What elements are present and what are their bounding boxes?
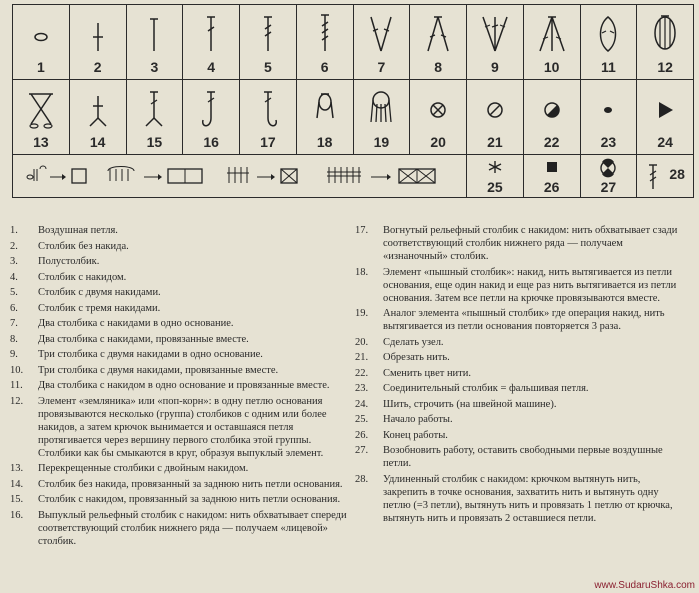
knot-icon (420, 86, 456, 132)
symbol-cell-11 (580, 5, 637, 80)
legend-text: Столбик с тремя накидами. (38, 302, 161, 314)
legend-item (355, 307, 685, 333)
legend-text: Сделать узел. (383, 336, 444, 348)
symbol-number: 20 (430, 134, 446, 150)
legend-number: 21. (355, 352, 369, 363)
legend-number: 12. (10, 395, 24, 407)
symbol-cell-16 (183, 80, 240, 155)
symbol-number: 14 (89, 134, 106, 150)
symbol-cell-24 (637, 80, 694, 155)
legend-number: 24. (355, 398, 369, 410)
site-watermark: www.SudaruShka.com (594, 580, 695, 591)
legend-item (10, 255, 348, 268)
three-tr-one-base-icon (477, 11, 513, 57)
legend-text: Возобновить работу, оставить свободными первые воздушные петли. (383, 445, 663, 469)
symbol-cell-27 (580, 155, 637, 198)
legend-text: Столбик с двумя накидами. (38, 287, 161, 298)
dc-back-loop-icon (136, 86, 172, 132)
symbol-cell-22 (523, 80, 580, 155)
legend-number: 14. (10, 478, 24, 490)
symbol-number: 17 (260, 134, 276, 150)
legend-number: 23. (355, 383, 369, 394)
symbol-number: 25 (487, 179, 503, 195)
symbol-number: 24 (657, 134, 673, 150)
front-post-dc-icon (193, 86, 229, 132)
double-crochet-icon (193, 11, 229, 57)
symbol-cell-25 (467, 155, 524, 198)
legend-item (355, 351, 685, 364)
symbol-cell-12 (637, 5, 694, 80)
half-double-icon (136, 11, 172, 57)
legend-text: Сменить цвет нити. (383, 367, 472, 379)
symbol-number: 1 (36, 59, 45, 75)
symbol-cell-14 (69, 80, 126, 155)
legend-number: 28. (355, 473, 369, 485)
legend-text: Конец работы. (383, 429, 448, 441)
legend-number: 10. (10, 364, 24, 376)
legend-item (10, 286, 348, 299)
resume-circle-icon (597, 158, 619, 178)
chain-arrow-square-icon (24, 163, 94, 189)
legend-item (355, 398, 685, 411)
symbol-number: 4 (207, 59, 216, 75)
legend-item (355, 473, 685, 525)
legend-text: Удлиненный столбик с накидом: крючком вытянуть нить, закрепить в точке основания, захватить нить и вытянуть одну петлю (=3 петли), вытянуть нить и провязать 1 петлю от крючка, вытянуть нить и провязать 2 оставшиеся петли. (383, 473, 673, 524)
symbol-number: 12 (657, 59, 673, 75)
legend-number: 9. (10, 349, 18, 360)
legend-item (355, 413, 685, 426)
legend-item (10, 395, 348, 460)
legend-item (10, 493, 348, 506)
symbol-cell-15 (126, 80, 183, 155)
legend-text: Столбик с накидом. (38, 271, 127, 283)
legend-number: 7. (10, 318, 18, 329)
legend-number: 19. (355, 308, 369, 319)
three-tr-joined-icon (534, 11, 570, 57)
cut-thread-icon (477, 86, 513, 132)
symbol-number: 26 (543, 179, 560, 195)
legend-item (10, 364, 348, 377)
legend-text: Выпуклый рельефный столбик с накидом: нить обхватывает спереди соответствующий столбик нижнего ряда — получаем «лицевой» столбик. (38, 509, 347, 547)
legend-number: 6. (10, 302, 18, 314)
sc-back-loop-icon (80, 86, 116, 132)
symbol-number: 6 (320, 59, 329, 75)
symbol-cell-17 (240, 80, 297, 155)
crossed-dtr-icon (23, 86, 59, 132)
legend-number: 25. (355, 414, 369, 425)
pattern-legend-cell (13, 155, 467, 198)
legend-number: 3. (10, 256, 18, 267)
symbol-number: 19 (373, 134, 390, 150)
legend-text: Два столбика с накидом в одно основание и провязанные вместе. (38, 380, 330, 391)
legend-text: Три столбика с двумя накидами, провязанные вместе. (38, 364, 279, 376)
start-asterisk-icon (484, 158, 506, 178)
symbol-cell-9 (467, 5, 524, 80)
two-dc-one-base-icon (363, 11, 399, 57)
legend-text: Начало работы. (383, 414, 453, 425)
symbol-cell-18 (296, 80, 353, 155)
legend-number: 17. (355, 225, 369, 236)
symbols-row-3 (13, 155, 694, 198)
legend-text: Аналог элемента «пышный столбик» где операция накид, нить вытягивается из петли основания повторяется 3 раза. (383, 308, 665, 332)
legend-text: Вогнутый рельефный столбик с накидом: нить обхватывает сзади соответствующий столбик нижнего ряда — получаем «изнаночный» столбик. (383, 225, 678, 262)
legend-item (10, 379, 348, 392)
symbol-number: 27 (600, 179, 617, 195)
legend-item (355, 224, 685, 263)
sew-arrow-icon (647, 86, 683, 132)
chain-arrow-rect-icon (104, 163, 214, 189)
legend-item (355, 266, 685, 305)
symbol-number: 13 (33, 134, 49, 150)
symbol-cell-28 (637, 155, 694, 198)
symbol-cell-10 (523, 5, 580, 80)
legend-number: 15. (10, 494, 24, 505)
symbol-number: 10 (543, 59, 560, 75)
symbol-number: 3 (150, 59, 159, 75)
legend-item (355, 336, 685, 349)
legend-number: 13. (10, 463, 24, 474)
legend-item (355, 444, 685, 470)
legend-text: Два столбика с накидами в одно основание. (38, 318, 234, 329)
legend-number: 2. (10, 240, 18, 252)
end-square-icon (541, 158, 563, 178)
single-crochet-icon (80, 11, 116, 57)
legend-text: Полустолбик. (38, 256, 100, 267)
legend-text: Столбик без накида, провязанный за заднюю нить петли основания. (38, 478, 343, 490)
legend-text: Столбик без накида. (38, 240, 129, 252)
symbols-table (12, 4, 694, 198)
symbol-cell-7 (353, 5, 410, 80)
symbol-cell-3 (126, 5, 183, 80)
long-dc-icon (645, 161, 661, 191)
symbol-number: 7 (377, 59, 386, 75)
legend-text: Столбик с накидом, провязанный за заднюю нить петли основания. (38, 494, 341, 505)
legend-number: 5. (10, 287, 18, 298)
legend-text: Элемент «земляника» или «поп-корн»: в одну петлю основания провязываются несколько (группа) столбиков с одним или более накидов, а затем крючок вынимается и оставшаяся петля протягивается через вершину первого столбика этой группы. Столбики как бы смыкаются в круг, образуя выпуклый элемент. (38, 395, 327, 459)
legend-item (10, 333, 348, 346)
symbol-cell-23 (580, 80, 637, 155)
symbol-number: 16 (203, 134, 219, 150)
puff-cluster-icon (363, 86, 399, 132)
symbol-cell-19 (353, 80, 410, 155)
legend-text: Обрезать нить. (383, 352, 450, 363)
legend-text: Воздушная петля. (38, 225, 118, 236)
legend-text: Соединительный столбик = фальшивая петля. (383, 383, 589, 394)
legend-text: Перекрещенные столбики с двойным накидом. (38, 463, 249, 474)
symbol-cell-5 (240, 5, 297, 80)
legend-item (355, 382, 685, 395)
symbol-number: 9 (490, 59, 499, 75)
symbol-number: 22 (543, 134, 560, 150)
legend-item (10, 224, 348, 237)
legend-number: 22. (355, 367, 369, 379)
legend-number: 16. (10, 509, 24, 521)
legend-item (10, 478, 348, 491)
legend-text: Три столбика с двумя накидами в одно основание. (38, 349, 263, 360)
symbol-number: 18 (316, 134, 333, 150)
symbol-number: 21 (487, 134, 503, 150)
symbol-number: 11 (600, 59, 616, 75)
symbol-number: 8 (434, 59, 443, 75)
legend-text: Шить, строчить (на швейной машине). (383, 398, 557, 410)
legend-item (10, 348, 348, 361)
legend-item (10, 462, 348, 475)
symbol-cell-8 (410, 5, 467, 80)
legend-left-column (10, 224, 348, 550)
legend-text: Элемент «пышный столбик»: накид, нить вытягивается из петли основания, еще один накид и еще раз нить вытягивается из петли основания. Затем все петли на крючке провязываются вместе. (383, 266, 677, 304)
symbol-cell-4 (183, 5, 240, 80)
legend-text: Два столбика с накидами, провязанные вместе. (38, 333, 249, 345)
change-color-icon (534, 86, 570, 132)
legend-number: 27. (355, 445, 369, 456)
legend-item (10, 509, 348, 548)
dc-arrow-crossbox-icon (225, 163, 315, 189)
legend-item (355, 367, 685, 380)
legend-item (10, 240, 348, 253)
symbol-cell-13 (13, 80, 70, 155)
symbols-row-1 (13, 5, 694, 80)
two-dc-joined-icon (420, 11, 456, 57)
tr-arrow-double-crossbox-icon (325, 163, 455, 189)
two-dc-cluster-icon (590, 11, 626, 57)
treble-crochet-icon (250, 11, 286, 57)
chain-oval-icon (23, 11, 59, 57)
legend-item (10, 271, 348, 284)
legend-number: 1. (10, 225, 18, 236)
legend-right-column (355, 224, 685, 527)
symbol-number: 2 (93, 59, 102, 75)
symbol-cell-20 (410, 80, 467, 155)
slip-stitch-icon (590, 86, 626, 132)
legend-item (10, 302, 348, 315)
legend-number: 26. (355, 429, 369, 441)
symbols-row-2 (13, 80, 694, 155)
legend-number: 18. (355, 266, 369, 278)
puff-stitch-icon (307, 86, 343, 132)
legend-number: 20. (355, 336, 369, 348)
legend-item (355, 429, 685, 442)
symbol-number: 5 (263, 59, 272, 75)
legend-number: 8. (10, 333, 18, 345)
symbol-number: 28 (669, 166, 685, 182)
legend-item (10, 317, 348, 330)
triple-treble-icon (307, 11, 343, 57)
symbol-cell-2 (69, 5, 126, 80)
symbol-number: 15 (146, 134, 163, 150)
symbol-cell-1 (13, 5, 70, 80)
legend-number: 11. (10, 380, 23, 391)
symbol-cell-26 (523, 155, 580, 198)
popcorn-icon (647, 11, 683, 57)
symbol-cell-6 (296, 5, 353, 80)
symbol-number: 23 (600, 134, 617, 150)
symbol-cell-21 (467, 80, 524, 155)
legend-number: 4. (10, 271, 18, 283)
back-post-dc-icon (250, 86, 286, 132)
